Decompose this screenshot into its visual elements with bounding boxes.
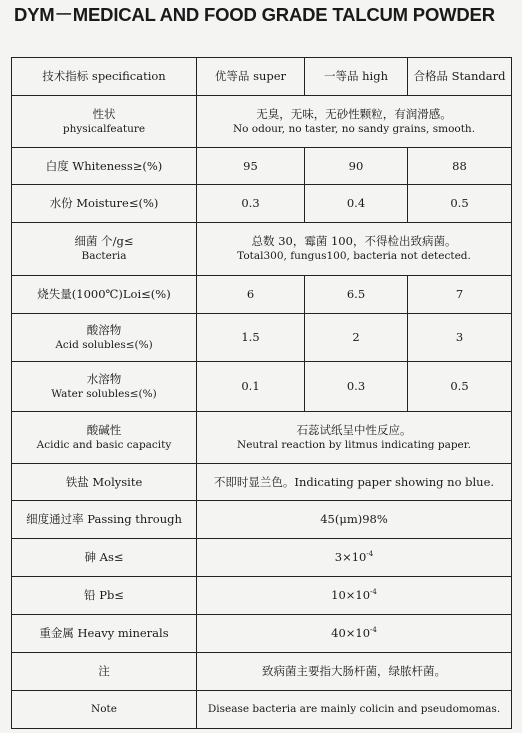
value-high: 90 [305,148,408,185]
row-label [12,362,197,412]
row-label: 白度 Whiteness≥(%) [12,148,197,185]
value-super: 95 [197,148,305,185]
row-value [197,412,512,464]
row-physical-feature [12,96,512,148]
row-loi [12,276,512,314]
label-en: Bacteria [81,250,127,262]
label-zh: 酸溶物 [86,322,122,337]
row-passing-through [12,501,512,539]
value-standard: 0.5 [408,362,512,412]
header-high: 一等品 high [305,58,408,96]
row-value [197,96,512,148]
page-title: DYM－MEDICAL AND FOOD GRADE TALCUM POWDER [14,4,495,25]
row-acidic-basic [12,412,512,464]
header-super: 优等品 super [197,58,305,96]
row-label: 砷 As≤ [12,539,197,577]
row-value [197,223,512,276]
value-en: No odour, no taster, no sandy grains, smooth. [232,122,476,135]
value-exponent: -4 [370,626,377,635]
row-molysite [12,464,512,501]
label-en: physicalfeature [62,122,146,135]
value-high: 0.4 [305,185,408,223]
value-high: 6.5 [305,276,408,314]
row-note-zh [12,653,512,691]
row-bacteria [12,223,512,276]
value-mantissa: 40×10 [331,626,371,640]
row-value: 致病菌主要指大肠杆菌，绿脓杆菌。 [197,653,512,691]
value-mantissa: 10×10 [331,588,371,602]
label-en: Water solubles≤(%) [51,387,157,400]
value-zh: 石蕊试纸呈中性反应。 [296,422,412,437]
row-label: 铁盐 Molysite [12,464,197,501]
row-lead [12,577,512,615]
label-en: Acid solubles≤(%) [55,338,153,351]
row-label: 烧失量(1000℃)Loi≤(%) [12,276,197,314]
value-mantissa: 3×10 [334,550,367,564]
table-header-row [12,58,512,96]
row-whiteness [12,148,512,185]
label-zh: 细菌 个/g≤ [74,234,134,248]
row-value [197,577,512,615]
row-heavy-minerals [12,615,512,653]
value-high: 2 [305,314,408,362]
value-standard: 0.5 [408,185,512,223]
row-acid-solubles [12,314,512,362]
row-label [12,96,197,148]
row-value: Disease bacteria are mainly colicin and pseudomomas. [197,691,512,729]
row-arsenic [12,539,512,577]
value-en: Total300, fungus100, bacteria not detected. [237,250,471,262]
row-label [12,314,197,362]
row-label: 注 [12,653,197,691]
row-label: 铅 Pb≤ [12,577,197,615]
specification-table [11,57,512,729]
value-super: 6 [197,276,305,314]
value-exponent: -4 [370,588,377,597]
value-exponent: -4 [366,550,374,559]
row-label: 重金属 Heavy minerals [12,615,197,653]
value-super: 1.5 [197,314,305,362]
label-zh: 性状 [92,106,116,121]
value-en: Neutral reaction by litmus indicating paper. [237,438,471,451]
header-spec: 技术指标 specification [12,58,197,96]
row-label: 细度通过率 Passing through [12,501,197,539]
value-zh: 总数 30，霉菌 100，不得检出致病菌。 [251,234,457,248]
row-value [197,615,512,653]
value-super: 0.3 [197,185,305,223]
header-standard: 合格品 Standard [408,58,512,96]
value-standard: 3 [408,314,512,362]
value-super: 0.1 [197,362,305,412]
row-label [12,223,197,276]
row-value: 45(μm)98% [197,501,512,539]
row-value: 不即时显兰色。Indicating paper showing no blue. [197,464,512,501]
label-zh: 水溶物 [86,371,122,386]
label-en: Acidic and basic capacity [36,438,172,451]
label-zh: 酸碱性 [86,422,122,437]
row-label [12,412,197,464]
row-label: Note [12,691,197,729]
row-value [197,539,512,577]
row-moisture [12,185,512,223]
value-zh: 无臭，无味，无砂性颗粒，有润滑感。 [256,106,452,121]
row-note-en [12,691,512,729]
row-water-solubles [12,362,512,412]
value-high: 0.3 [305,362,408,412]
value-standard: 7 [408,276,512,314]
row-label: 水份 Moisture≤(%) [12,185,197,223]
value-standard: 88 [408,148,512,185]
